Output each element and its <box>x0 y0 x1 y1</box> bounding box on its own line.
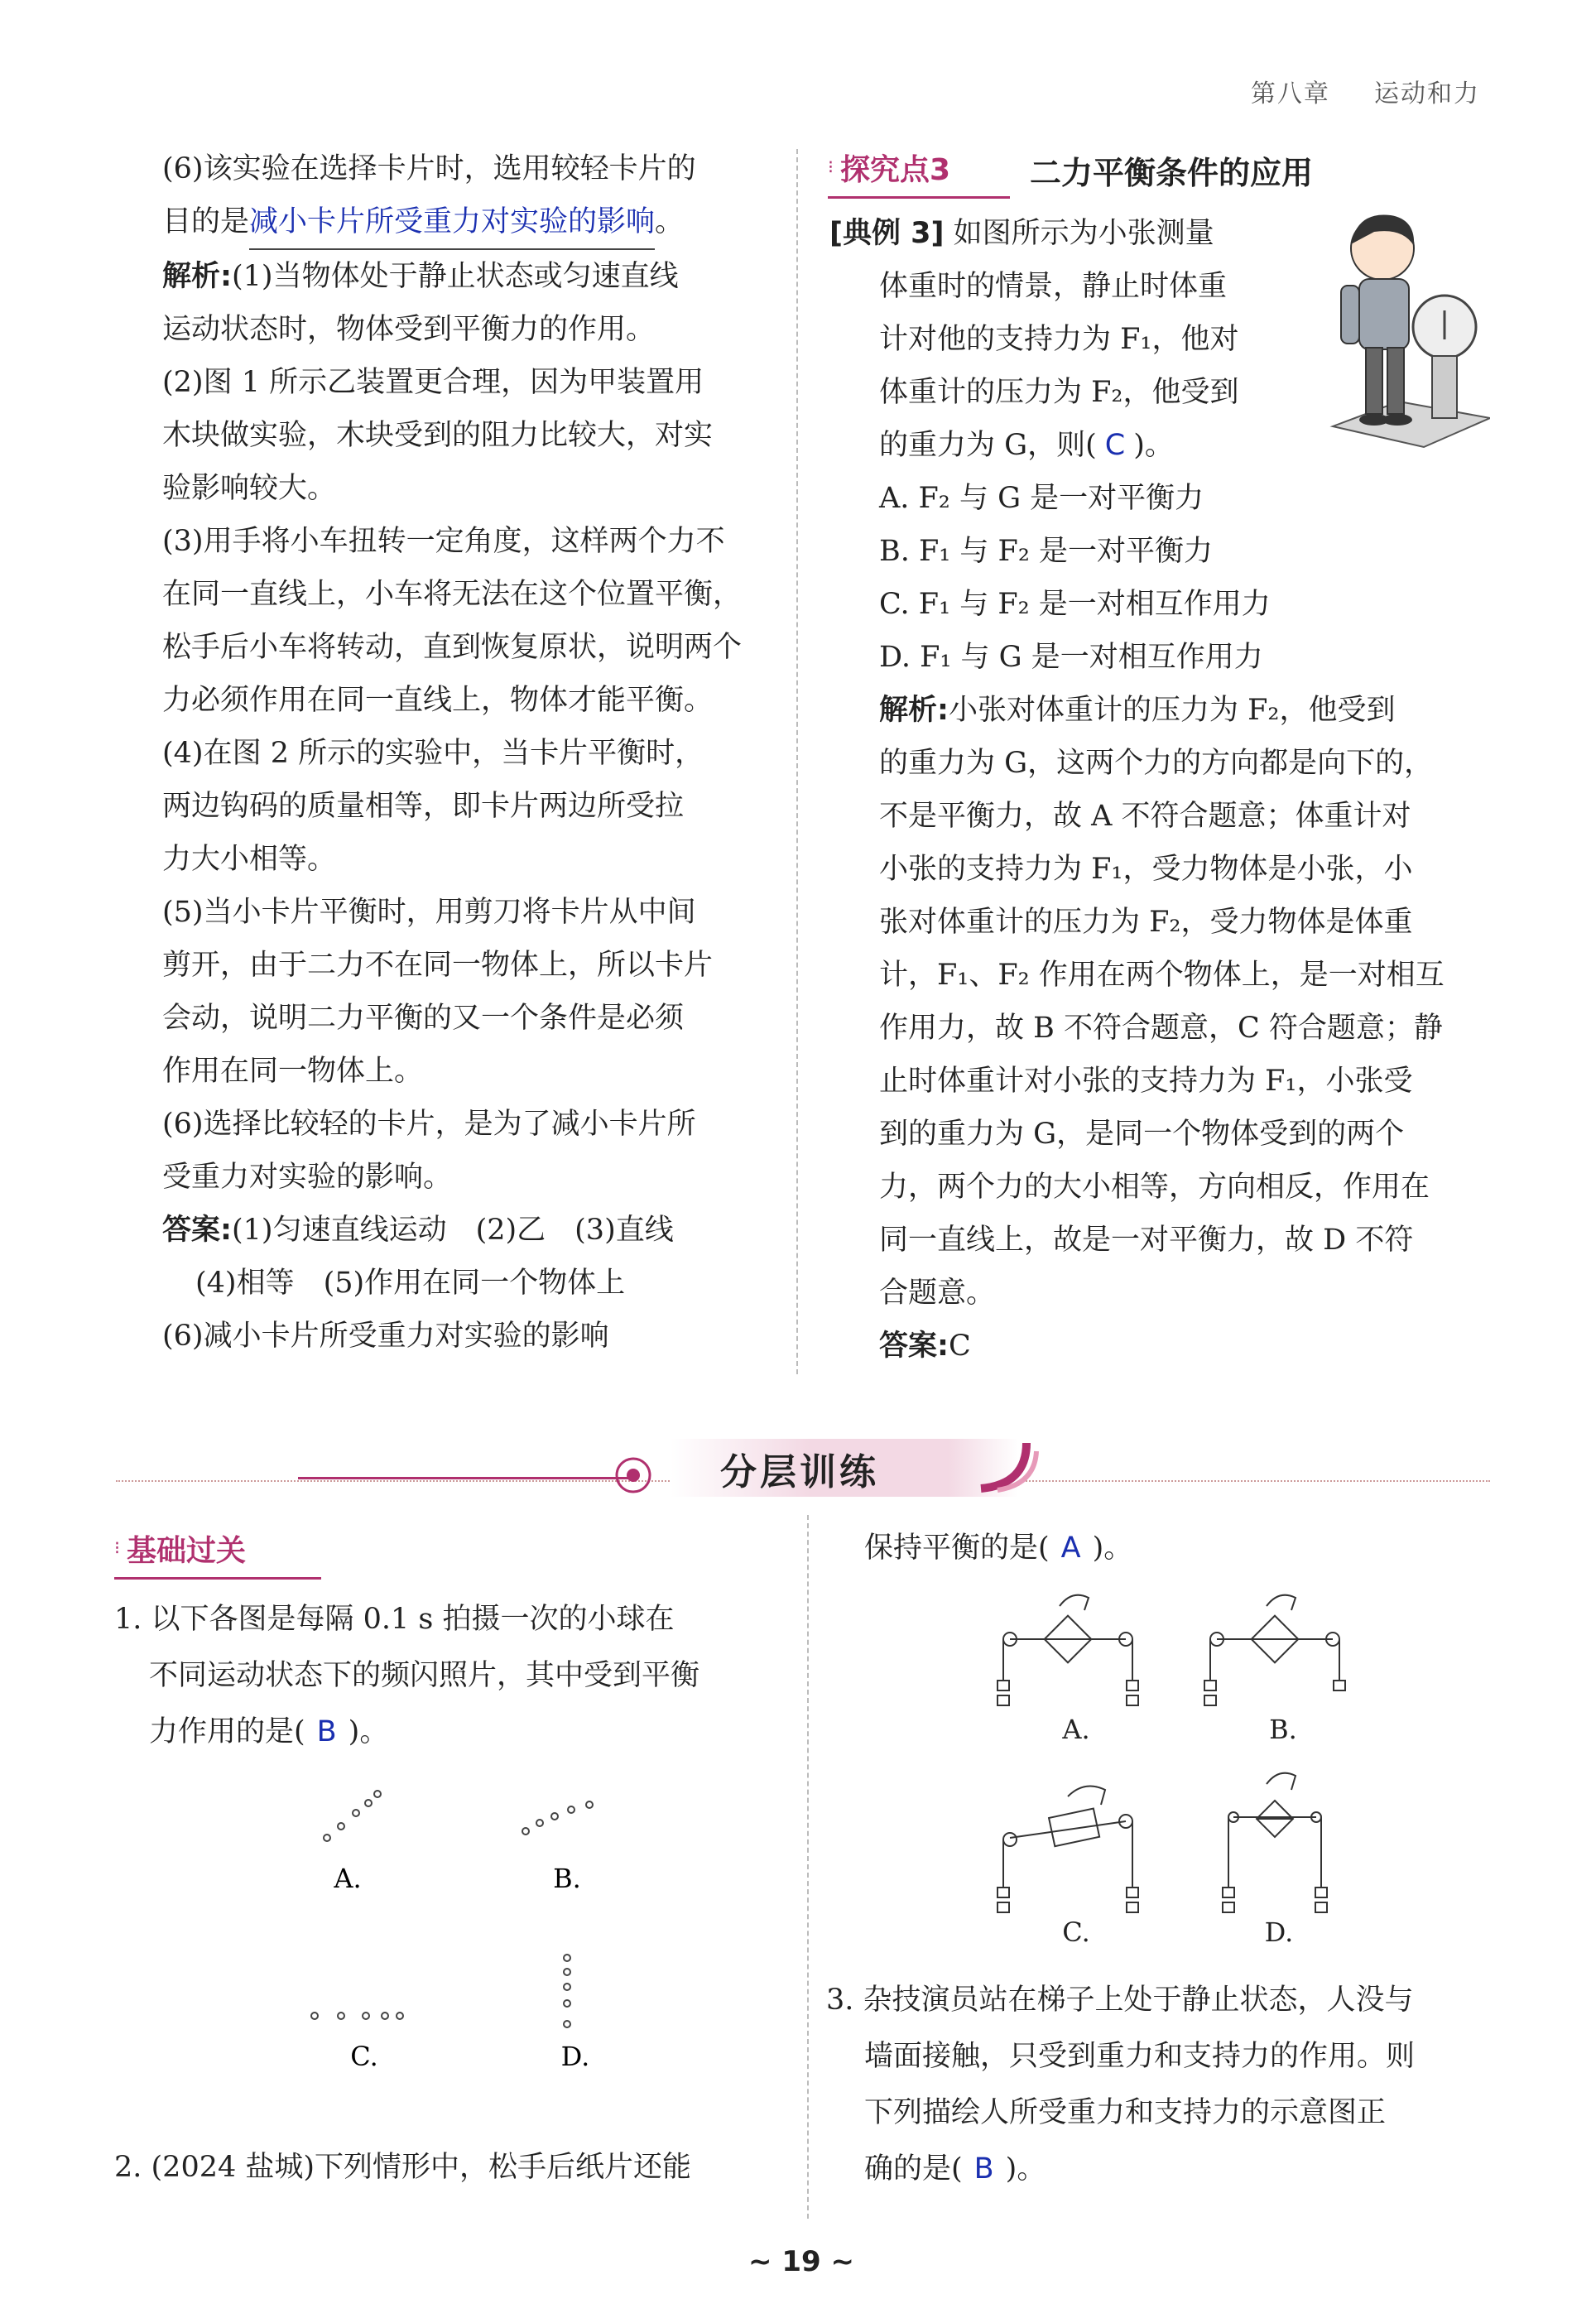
q2-label-b: B. <box>1269 1714 1297 1745</box>
r-jiexi-line-0 <box>879 684 1596 737</box>
swoosh-icon <box>977 1439 1043 1497</box>
jiexi-line-8: 力必须作用在同一直线上，物体才能平衡。 <box>162 684 714 717</box>
ex-line-4 <box>829 419 1326 472</box>
q2-text-1: 保持平衡的是( <box>864 1532 1050 1565</box>
option-c: C. F₁ 与 F₂ 是一对相互作用力 <box>879 588 1271 621</box>
q2-close: )。 <box>1092 1532 1133 1565</box>
q1-label-c: C. <box>350 2041 378 2072</box>
jiexi-line-4: 验影响较大。 <box>162 472 337 505</box>
q2-fig-a <box>997 1595 1138 1705</box>
tag-text: 探究点3 <box>840 152 951 187</box>
column-divider-bottom <box>807 1515 809 2219</box>
q6-handwritten-answer: 减小卡片所受重力对实验的影响 <box>249 195 655 250</box>
q2-figures <box>993 1573 1374 1954</box>
r-jiexi-line-5: 计，F₁、F₂ 作用在两个物体上，是一对相互 <box>879 959 1445 992</box>
ex-line-1: 体重时的情景，静止时体重 <box>879 270 1228 303</box>
jiexi-line-6: 在同一直线上，小车将无法在这个位置平衡， <box>162 578 743 611</box>
q2-label-c: C. <box>1062 1916 1090 1948</box>
r-jiexi-line-9: 力，两个力的大小相等，方向相反，作用在 <box>879 1171 1430 1204</box>
option-b: B. F₁ 与 F₂ 是一对平衡力 <box>879 535 1213 568</box>
r-daan-text: C <box>949 1330 971 1363</box>
q1-text-2: 力作用的是( <box>149 1715 305 1748</box>
section-tag-3 <box>828 142 1018 192</box>
jiexi-line-1: 运动状态时，物体受到平衡力的作用。 <box>162 313 656 346</box>
jiexi-line-2: (2)图 1 所示乙装置更合理，因为甲装置用 <box>162 366 704 399</box>
example-label: [典例 3] <box>829 217 945 250</box>
r-jiexi-line-1: 的重力为 G，这两个力的方向都是向下的， <box>879 747 1434 780</box>
column-divider <box>796 149 798 1374</box>
q1-fig-d <box>564 1955 570 2027</box>
r-daan-label: 答案: <box>879 1330 949 1363</box>
r-jiexi-text-0: 小张对体重计的压力为 F₂，他受到 <box>949 694 1396 727</box>
daan-line-2: (4)相等 (5)作用在同一个物体上 <box>195 1267 626 1300</box>
band-title: 分层训练 <box>720 1451 879 1493</box>
ex-line-2: 计对他的支持力为 F₁，他对 <box>879 323 1239 356</box>
jiexi-line-10: 两边钩码的质量相等，即卡片两边所受拉 <box>162 790 685 823</box>
q2-fig-b <box>1204 1595 1345 1705</box>
q1-label-d: D. <box>560 2041 590 2072</box>
q1-label-b: B. <box>553 1863 581 1894</box>
q6-prefix: 目的是 <box>162 205 250 238</box>
basic-tag-text: 基础过关 <box>127 1533 247 1568</box>
q2-answer: A <box>1060 1532 1081 1565</box>
q2-label-d: D. <box>1264 1916 1294 1948</box>
tag-underline <box>828 196 1010 199</box>
options-block <box>879 472 1596 1373</box>
q1-line-0: 1. 以下各图是每隔 0.1 s 拍摄一次的小球在 <box>114 1603 675 1636</box>
jiexi-text: (1)当物体处于静止状态或匀速直线 <box>232 260 679 293</box>
option-a: A. F₂ 与 G 是一对平衡力 <box>879 482 1204 515</box>
jiexi-line-0 <box>162 250 775 303</box>
r-jiexi-line-2: 不是平衡力，故 A 不符合题意；体重计对 <box>879 800 1411 833</box>
q3-line-2: 下列描绘人所受重力和支持力的示意图正 <box>864 2096 1387 2129</box>
dots-icon: ⁝ <box>828 156 834 178</box>
jiexi-line-3: 木块做实验，木块受到的阻力比较大，对实 <box>162 419 714 452</box>
q1-answer: B <box>316 1715 337 1748</box>
r-jiexi-line-6: 作用力，故 B 不符合题意，C 符合题意；静 <box>879 1012 1443 1045</box>
jiexi-line-11: 力大小相等。 <box>162 843 337 876</box>
chapter-label: 第八章 <box>1250 79 1330 108</box>
ex-line-0 <box>829 207 1326 260</box>
ex-answer: C <box>1104 429 1126 462</box>
jiexi-line-12: (5)当小卡片平衡时，用剪刀将卡片从中间 <box>162 896 696 929</box>
q2-line-0: 2. (2024 盐城)下列情形中，松手后纸片还能 <box>114 2151 692 2184</box>
q1-line-2 <box>114 1704 793 1760</box>
q1-label-a: A. <box>334 1863 362 1894</box>
jiexi-line-13: 剪开，由于二力不在同一物体上，所以卡片 <box>162 949 714 982</box>
band-left-line <box>298 1477 637 1479</box>
r-jiexi-line-7: 止时体重计对小张的支持力为 F₁，小张受 <box>879 1065 1413 1098</box>
daan-line-1 <box>162 1204 775 1257</box>
target-icon <box>608 1450 658 1500</box>
q1-fig-b <box>522 1801 593 1835</box>
q1-fig-c <box>311 2013 403 2019</box>
example-block <box>829 207 1326 472</box>
r-jiexi-line-4: 张对体重计的压力为 F₂，受力物体是体重 <box>879 906 1413 939</box>
jiexi-line-7: 松手后小车将转动，直到恢复原状，说明两个 <box>162 631 743 664</box>
chapter-title: 运动和力 <box>1374 79 1480 108</box>
jiexi-line-15: 作用在同一物体上。 <box>162 1055 424 1088</box>
q2-line-1 <box>864 1520 1543 1576</box>
q1-line-1: 不同运动状态下的频闪照片，其中受到平衡 <box>149 1659 700 1692</box>
ex-line-3: 体重计的压力为 F₂，他受到 <box>879 376 1239 409</box>
page-header <box>1251 73 1480 109</box>
q3-block <box>826 1972 1513 2197</box>
q1-close: )。 <box>348 1715 389 1748</box>
q3-line-0: 3. 杂技演员站在梯子上处于静止状态，人没与 <box>826 1984 1414 2017</box>
q3-text-3: 确的是( <box>864 2152 963 2186</box>
ex-close: )。 <box>1133 429 1174 462</box>
option-d: D. F₁ 与 G 是一对相互作用力 <box>879 641 1263 674</box>
section-title: 二力平衡条件的应用 <box>1030 155 1314 191</box>
q1-fig-a <box>324 1791 381 1841</box>
q2-continued <box>864 1520 1543 1576</box>
daan-line-3: (6)减小卡片所受重力对实验的影响 <box>162 1320 609 1353</box>
q1-figures <box>290 1780 637 2094</box>
page-number: ~ 19 ~ <box>748 2245 854 2278</box>
jiexi-line-16: (6)选择比较轻的卡片，是为了减小卡片所 <box>162 1108 696 1141</box>
jiexi-line-14: 会动，说明二力平衡的又一个条件是必须 <box>162 1002 685 1035</box>
q6-suffix: 。 <box>655 205 685 238</box>
ex-text-4: 的重力为 G，则( <box>879 429 1097 462</box>
r-jiexi-line-3: 小张的支持力为 F₁，受力物体是小张，小 <box>879 853 1413 886</box>
q3-line-1: 墙面接触，只受到重力和支持力的作用。则 <box>864 2040 1416 2073</box>
q2-label-a: A. <box>1062 1714 1090 1745</box>
q3-line-3 <box>826 2141 1513 2197</box>
r-jiexi-line-10: 同一直线上，故是一对平衡力，故 D 不符 <box>879 1224 1414 1257</box>
boy-on-scale-illustration <box>1324 203 1490 451</box>
q3-answer: B <box>973 2152 994 2186</box>
daan-text-1: (1)匀速直线运动 (2)乙 (3)直线 <box>232 1214 674 1247</box>
q2-fig-c <box>997 1787 1138 1913</box>
jiexi-line-5: (3)用手将小车扭转一定角度，这样两个力不 <box>162 525 725 558</box>
q6-answer-line <box>162 195 775 250</box>
q1-block <box>114 1591 793 1760</box>
basic-tag <box>114 1523 321 1573</box>
jiexi-line-9: (4)在图 2 所示的实验中，当卡片平衡时， <box>162 737 704 770</box>
daan-label: 答案: <box>162 1214 232 1247</box>
left-column <box>162 142 775 1363</box>
basic-tag-underline <box>114 1577 321 1580</box>
q6-line: (6)该实验在选择卡片时，选用较轻卡片的 <box>162 152 696 185</box>
r-jiexi-line-8: 到的重力为 G，是同一个物体受到的两个 <box>879 1118 1405 1151</box>
ex-text-0: 如图所示为小张测量 <box>953 217 1214 250</box>
q2-block <box>114 2139 793 2195</box>
r-jiexi-label: 解析: <box>879 694 949 727</box>
q3-close: )。 <box>1005 2152 1046 2186</box>
r-daan-line <box>879 1320 1596 1373</box>
jiexi-line-17: 受重力对实验的影响。 <box>162 1161 453 1194</box>
jiexi-label: 解析: <box>162 260 232 293</box>
dots-icon: ⁝ <box>114 1537 120 1559</box>
r-jiexi-line-11: 合题意。 <box>879 1277 996 1310</box>
q2-fig-d <box>1223 1773 1327 1912</box>
